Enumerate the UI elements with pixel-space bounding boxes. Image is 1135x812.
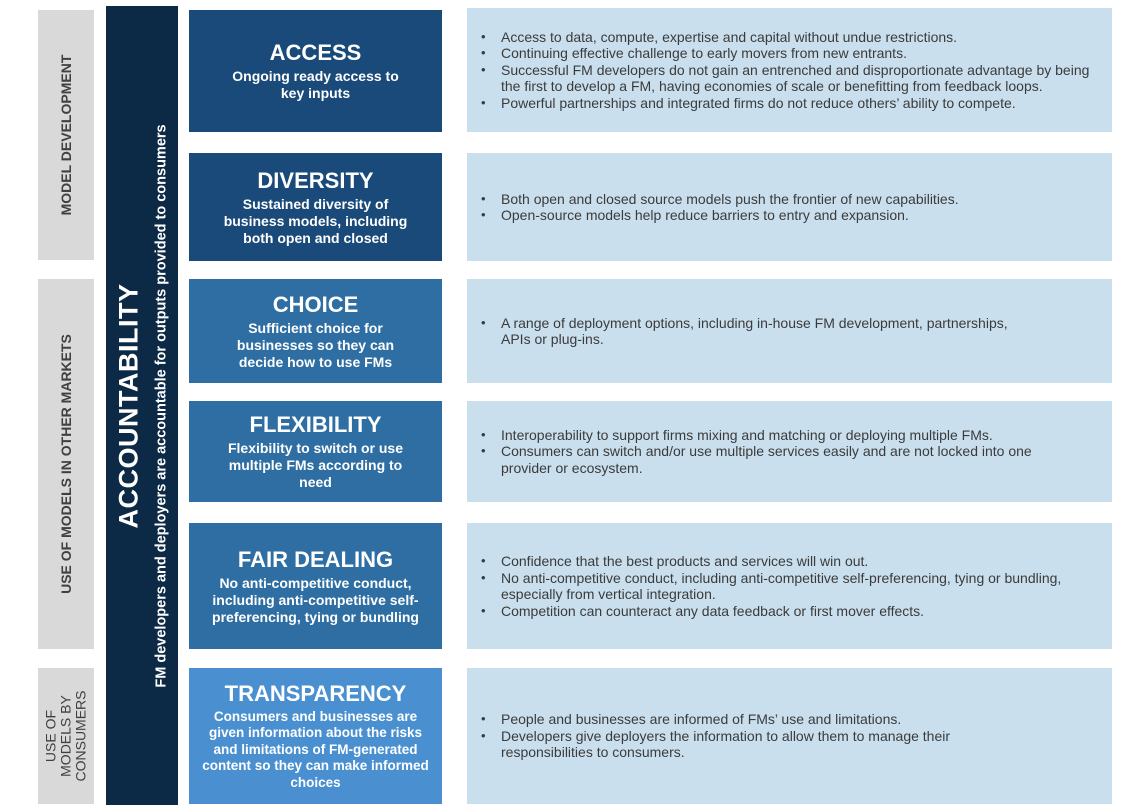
description-box-choice — [467, 279, 1112, 383]
principle-description: Sustained diversity of business models, including both open and closed — [223, 195, 408, 246]
bullet-item: • Developers give deployers the information to allow them to manage their responsibilities to consumers. — [481, 728, 1098, 761]
bullet-list — [481, 711, 1098, 761]
principle-title: FAIR DEALING — [237, 546, 394, 572]
accountability-title: ACCOUNTABILITY — [113, 283, 144, 528]
bullet-list — [481, 427, 1098, 477]
principle-diversity — [189, 153, 442, 261]
bullet-item: • People and businesses are informed of FMs’ use and limitations. — [481, 711, 1098, 728]
principle-access — [189, 10, 442, 132]
description-box-fair-dealing — [467, 523, 1112, 649]
principle-description: Sufficient choice for businesses so they can decide how to use FMs — [236, 319, 395, 370]
bullet-list — [481, 29, 1098, 112]
accountability-subtitle: FM developers and deployers are accountable for outputs provided to consumers — [153, 123, 170, 688]
principle-fair-dealing — [189, 523, 442, 649]
bullet-item: • A range of deployment options, including in-house FM development, partnerships, APIs or plug-ins. — [481, 315, 1098, 348]
bullet-list — [481, 553, 1098, 619]
stage-label: USE OF MODELS IN OTHER MARKETS — [58, 334, 74, 594]
description-box-diversity — [467, 153, 1112, 261]
principle-title: FLEXIBILITY — [249, 412, 382, 437]
bullet-item: • Successful FM developers do not gain an entrenched and disproportionate advantage by being the first to develop a FM, having economies of scale or benefitting from feedback loops. — [481, 62, 1098, 95]
stage-model-development — [38, 10, 94, 260]
principle-title: CHOICE — [272, 291, 359, 317]
principle-transparency — [189, 668, 442, 804]
stage-label — [44, 690, 89, 781]
stage-label-line: USE OF — [42, 709, 59, 763]
bullet-list — [481, 315, 1098, 348]
principle-choice — [189, 279, 442, 383]
bullet-item: • Continuing effective challenge to early movers from new entrants. — [481, 45, 1098, 62]
principle-title: DIVERSITY — [257, 167, 374, 193]
description-box-flexibility — [467, 401, 1112, 502]
principle-description: No anti-competitive conduct, including anti-competitive self-preferencing, tying or bundling — [212, 574, 419, 625]
principle-title: ACCESS — [269, 40, 362, 65]
bullet-item: • Interoperability to support firms mixing and matching or deploying multiple FMs. — [481, 427, 1098, 444]
bullet-item: • Both open and closed source models push the frontier of new capabilities. — [481, 191, 959, 208]
description-box-transparency — [467, 668, 1112, 804]
bullet-item: • Access to data, compute, expertise and capital without undue restrictions. — [481, 29, 1098, 46]
bullet-item: • Open-source models help reduce barriers to entry and expansion. — [481, 207, 959, 224]
principle-title: TRANSPARENCY — [224, 680, 407, 706]
accountability-text — [114, 124, 171, 687]
stage-use-by-consumers — [38, 668, 94, 804]
description-box-access — [467, 8, 1112, 132]
principle-flexibility — [189, 401, 442, 502]
stage-label-line: CONSUMERS — [72, 690, 89, 782]
stage-label-line: MODELS BY — [57, 695, 74, 777]
bullet-item: • Competition can counteract any data feedback or first mover effects. — [481, 603, 1098, 620]
stage-use-in-other-markets — [38, 279, 94, 649]
accountability-bar — [106, 6, 178, 805]
bullet-item: • No anti-competitive conduct, including anti-competitive self-preferencing, tying or bundling, especially from vertical integration. — [481, 570, 1098, 603]
stage-label: MODEL DEVELOPMENT — [58, 54, 74, 216]
bullet-item: • Consumers can switch and/or use multiple services easily and are not locked into one provider or ecosystem. — [481, 443, 1098, 476]
principle-description: Consumers and businesses are given information about the risks and limitations of FM-generated content so they can make informed choices — [202, 708, 429, 790]
principle-description: Ongoing ready access to key inputs — [232, 68, 399, 101]
principle-description: Flexibility to switch or use multiple FMs according to need — [227, 440, 404, 490]
bullet-item: • Confidence that the best products and services will win out. — [481, 553, 1098, 570]
bullet-item: • Powerful partnerships and integrated firms do not reduce others’ ability to compete. — [481, 95, 1098, 112]
bullet-list — [481, 191, 959, 224]
